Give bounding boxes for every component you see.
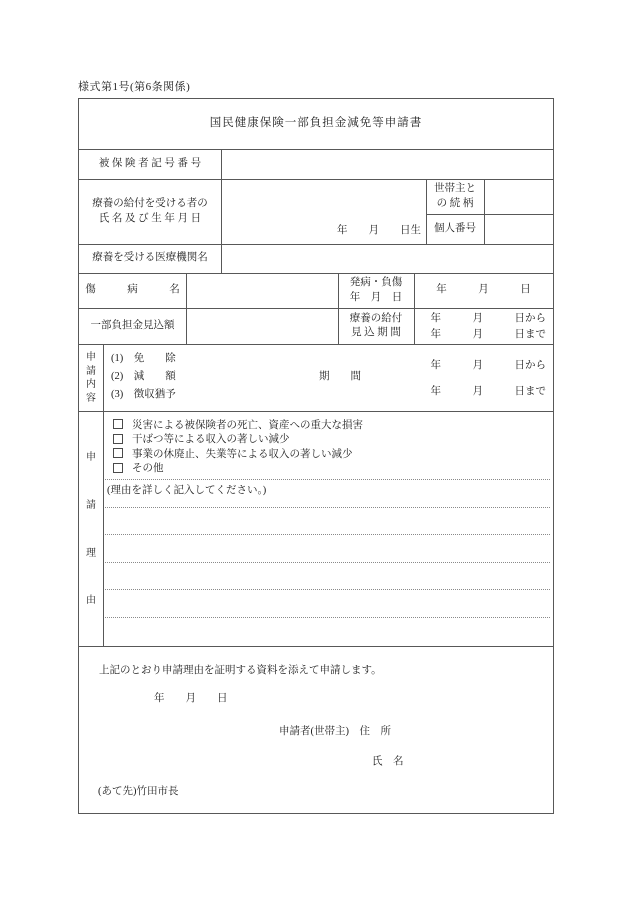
medical-institution-value — [222, 245, 552, 272]
applicant-name-label: 氏 名 — [372, 756, 404, 767]
benefit-period-to: 年 月 日まで — [430, 329, 546, 340]
disease-name-label: 傷 病 名 — [85, 284, 180, 296]
application-option-deferral: (3) 徴収猶予 — [111, 389, 176, 400]
reason-option-disaster: 災害による被保険者の死亡、資産への重大な損害 — [113, 417, 547, 432]
personal-number-value — [485, 215, 552, 243]
onset-label-line1: 発病・負傷 — [349, 277, 403, 289]
copayment-estimate-label: 一部負担金見込額 — [90, 319, 175, 331]
application-content-label: 申 請 内 容 — [86, 352, 96, 404]
application-option-reduction: (2) 減 額 — [111, 371, 176, 382]
benefit-period-label-line1: 療養の給付 — [349, 312, 403, 324]
form-number: 様式第1号(第6条関係) — [78, 81, 191, 93]
application-option-exemption: (1) 免 除 — [111, 353, 176, 364]
divider — [79, 411, 553, 412]
reason-option-drought: 干ばつ等による収入の著しい減少 — [113, 432, 547, 447]
relationship-label-line2: の 続 柄 — [436, 197, 474, 209]
write-in-line — [105, 617, 550, 618]
insured-symbol-number-value — [222, 150, 552, 178]
checkbox-icon — [113, 448, 123, 458]
divider — [79, 646, 553, 647]
medical-institution-label: 療養を受ける医療機関名 — [92, 252, 208, 264]
recipient-label-line2: 氏 名 及 び 生 年 月 日 — [98, 212, 202, 224]
relationship-value — [485, 180, 552, 213]
reason-checkbox-list — [113, 417, 547, 475]
form-title: 国民健康保険一部負担金減免等申請書 — [209, 117, 423, 130]
addressee: (あて先)竹田市長 — [98, 786, 179, 797]
relationship-label-line1: 世帯主と — [434, 183, 476, 195]
applicant-address-label: 申請者(世帯主) 住 所 — [279, 726, 391, 737]
birthdate-suffix: 年 月 日生 — [337, 225, 421, 236]
write-in-line — [105, 534, 550, 535]
personal-number-label: 個人番号 — [434, 222, 476, 234]
write-in-line — [105, 479, 550, 480]
copayment-estimate-value — [187, 309, 338, 343]
recipient-label — [79, 179, 221, 244]
relationship-label — [426, 179, 484, 214]
checkbox-icon — [113, 463, 123, 473]
declaration-text: 上記のとおり申請理由を証明する資料を添えて申請します。 — [99, 665, 382, 676]
reason-option-business: 事業の休廃止、失業等による収入の著しい減少 — [113, 446, 547, 461]
signature-date: 年 月 日 — [154, 693, 228, 704]
divider — [103, 344, 104, 646]
period-label: 期 間 — [319, 371, 361, 382]
period-from: 年 月 日から — [430, 360, 546, 371]
application-reason-label: 申 請 理 由 — [86, 452, 96, 607]
onset-date-value: 年 月 日 — [436, 284, 531, 296]
benefit-period-label-line2: 見 込 期 間 — [351, 327, 401, 338]
reason-option-other: その他 — [113, 461, 547, 476]
divider — [79, 344, 553, 345]
onset-label-line2: 年 月 日 — [349, 291, 403, 303]
benefit-period-label — [338, 308, 414, 344]
insured-symbol-number-label: 被 保 険 者 記 号 番 号 — [98, 157, 202, 169]
write-in-line — [105, 507, 550, 508]
write-in-line — [105, 589, 550, 590]
benefit-period-from: 年 月 日から — [430, 313, 546, 324]
write-in-line — [105, 562, 550, 563]
onset-date-label — [338, 273, 414, 308]
checkbox-icon — [113, 434, 123, 444]
reason-note: (理由を詳しく記入してください。) — [107, 485, 267, 496]
disease-name-value — [187, 274, 338, 307]
checkbox-icon — [113, 419, 123, 429]
form-table — [78, 98, 554, 814]
period-to: 年 月 日まで — [430, 386, 546, 397]
recipient-label-line1: 療養の給付を受ける者の — [92, 198, 208, 210]
